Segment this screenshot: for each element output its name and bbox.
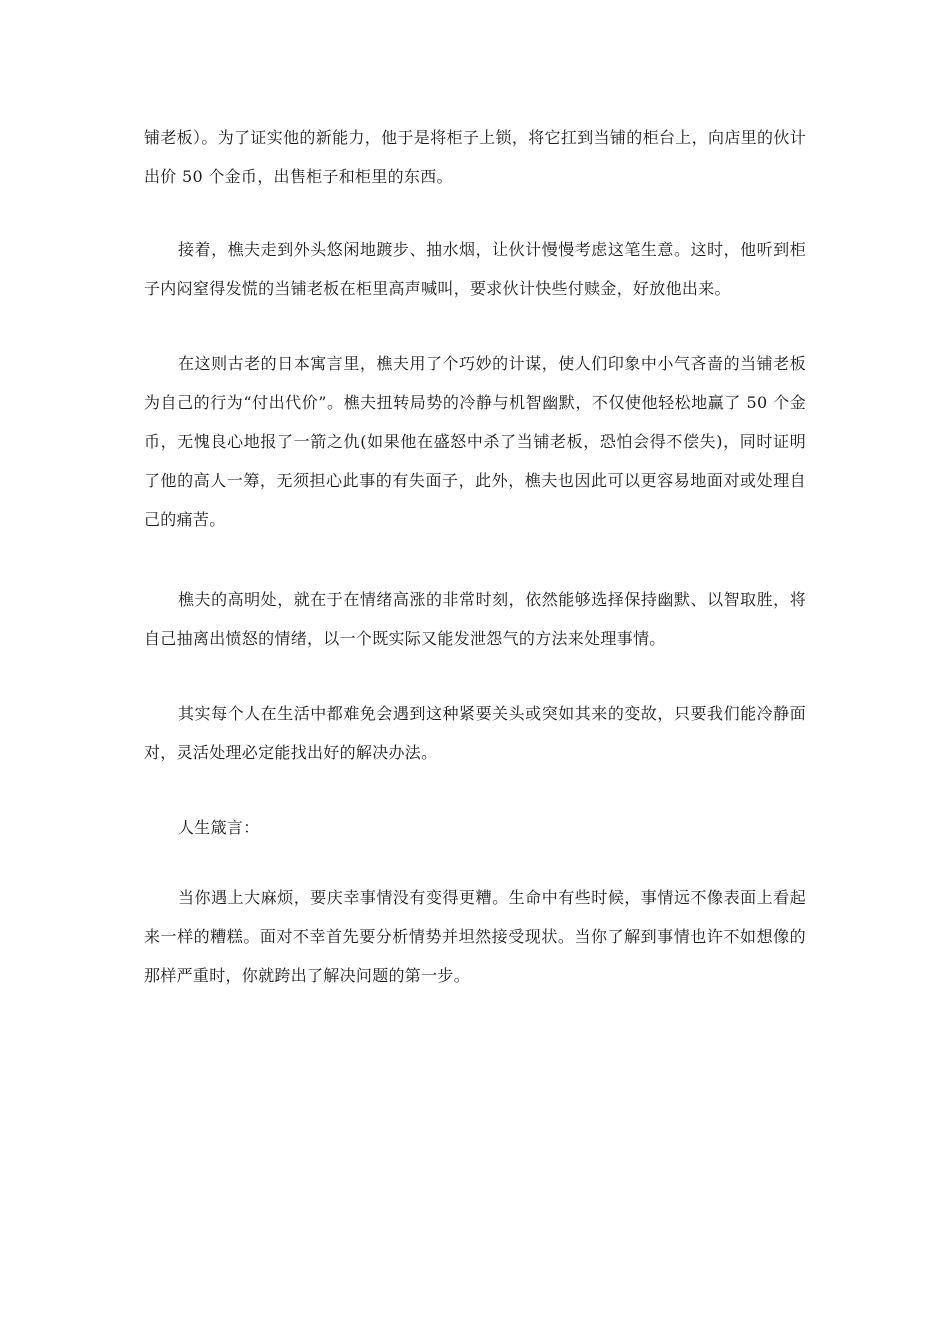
paragraph: 樵夫的高明处，就在于在情绪高涨的非常时刻，依然能够选择保持幽默、以智取胜，将自己抽离出愤怒的情绪，以一个既实际又能发泄怨气的方法来处理事情。 bbox=[144, 590, 806, 648]
paragraph-continuation: 铺老板）。为了证实他的新能力，他于是将柜子上锁，将它扛到当铺的柜台上，向店里的伙计出价 50 个金币，出售柜子和柜里的东西。 bbox=[144, 128, 806, 186]
section-heading: 人生箴言： bbox=[178, 818, 260, 837]
paragraph: 在这则古老的日本寓言里，樵夫用了个巧妙的计谋，使人们印象中小气吝啬的当铺老板为自己的行为“付出代价”。樵夫扭转局势的冷静与机智幽默，不仅使他轻松地赢了 50 个金币，无愧良心地报了一箭之仇(如果他在盛怒中杀了当铺老板，恐怕会得不偿失)，同时证明了他的高人一筹，无须担心此事的有失面子，此外，樵夫也因此可以更容易地面对或处理自己的痛苦。 bbox=[144, 354, 806, 529]
paragraph: 接着，樵夫走到外头悠闲地踱步、抽水烟，让伙计慢慢考虑这笔生意。这时，他听到柜子内闷窒得发慌的当铺老板在柜里高声喊叫，要求伙计快些付赎金，好放他出来。 bbox=[144, 240, 806, 298]
paragraph: 其实每个人在生活中都难免会遇到这种紧要关头或突如其来的变故，只要我们能冷静面对，灵活处理必定能找出好的解决办法。 bbox=[144, 704, 806, 762]
paragraph: 当你遇上大麻烦，要庆幸事情没有变得更糟。生命中有些时候，事情远不像表面上看起来一样的糟糕。面对不幸首先要分析情势并坦然接受现状。当你了解到事情也许不如想像的那样严重时，你就跨出了解决问题的第一步。 bbox=[144, 888, 806, 985]
